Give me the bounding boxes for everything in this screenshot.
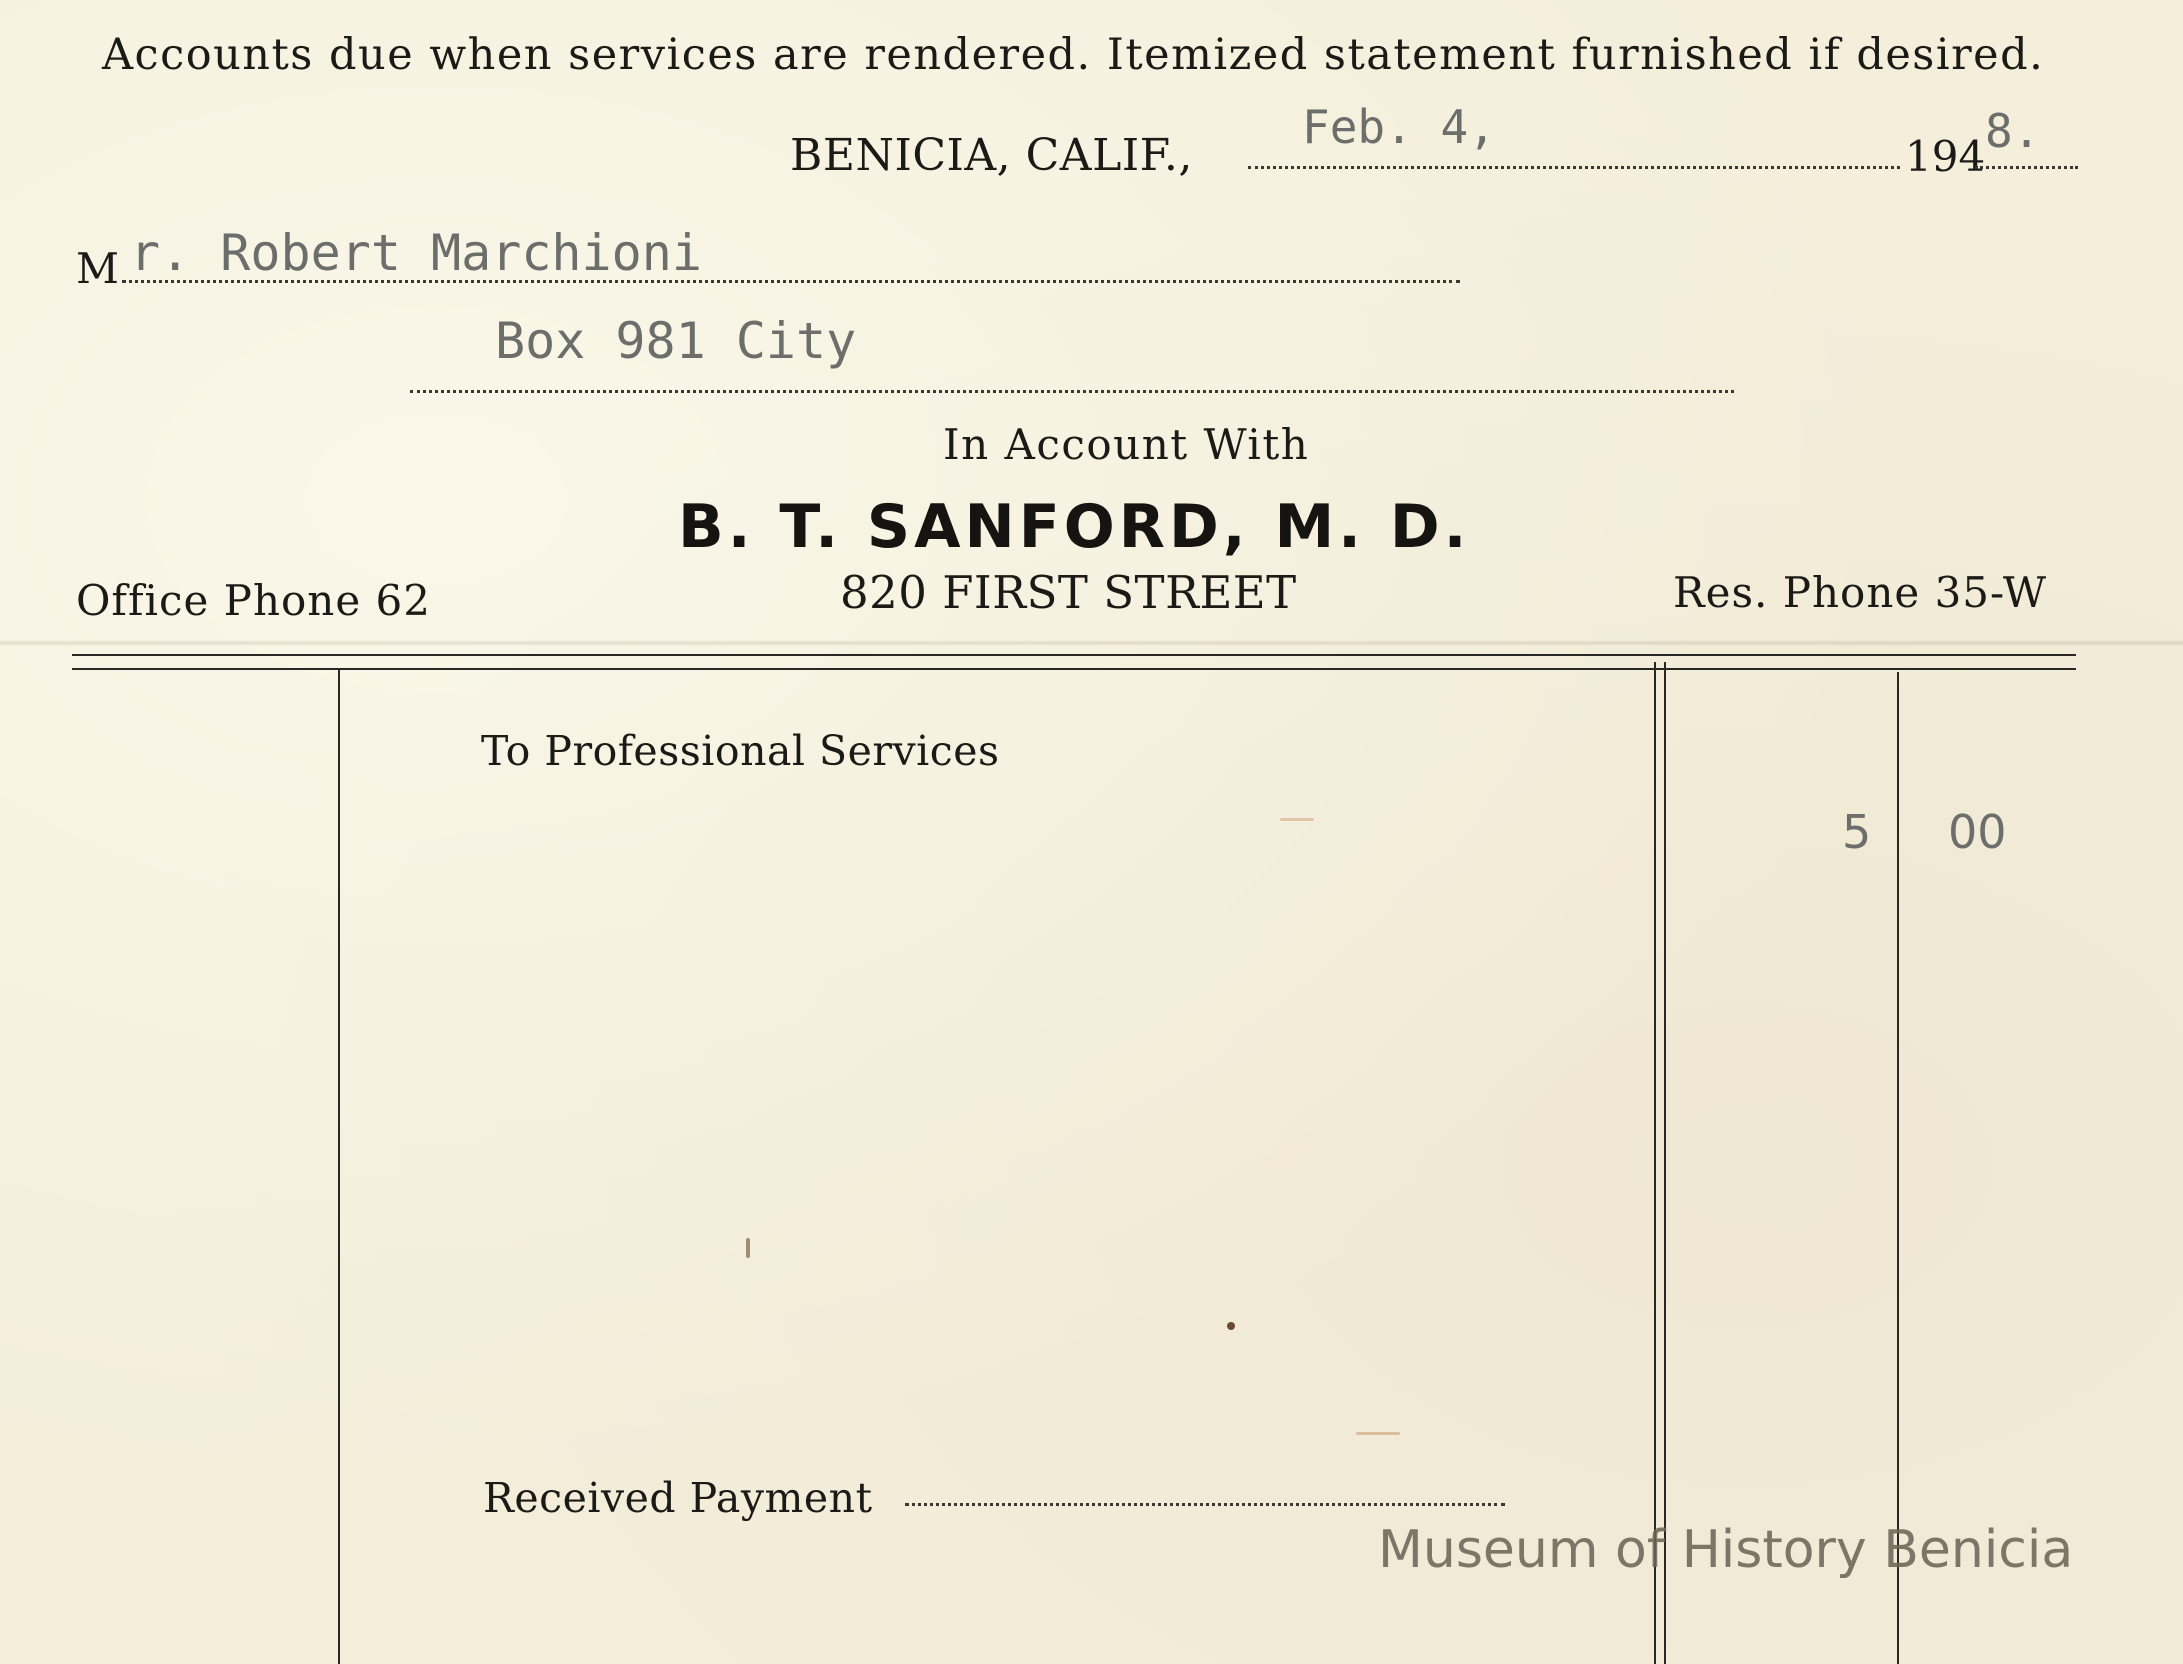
paper-fiber bbox=[1280, 818, 1314, 821]
amount-dollars: 5 bbox=[1842, 805, 1872, 859]
ledger-left-column-rule bbox=[338, 668, 340, 1664]
recipient-name: r. Robert Marchioni bbox=[130, 224, 702, 282]
paper-speck bbox=[746, 1238, 750, 1258]
place-label: BENICIA, CALIF., bbox=[790, 130, 1193, 181]
year-suffix: 8. bbox=[1985, 104, 2041, 158]
ledger-amount-rule-b bbox=[1664, 662, 1666, 1664]
paper-fold-crease bbox=[0, 640, 2183, 646]
museum-watermark: Museum of History Benicia bbox=[1378, 1520, 2074, 1580]
address-dotted-line bbox=[410, 390, 1734, 393]
office-phone: Office Phone 62 bbox=[76, 576, 431, 625]
payment-terms-notice: Accounts due when services are rendered. Itemized statement furnished if desired. bbox=[102, 30, 2045, 80]
received-payment-dotted-line bbox=[905, 1503, 1505, 1506]
residence-phone: Res. Phone 35-W bbox=[1673, 568, 2048, 617]
in-account-with-label: In Account With bbox=[943, 420, 1310, 469]
paper-speck bbox=[1227, 1322, 1235, 1330]
paper-fiber bbox=[1356, 1432, 1400, 1435]
doctor-name: B. T. SANFORD, M. D. bbox=[678, 492, 1471, 562]
street-address: 820 FIRST STREET bbox=[840, 566, 1297, 619]
year-prefix: 194 bbox=[1905, 132, 1986, 181]
recipient-address: Box 981 City bbox=[495, 312, 857, 370]
ledger-cents-rule bbox=[1897, 672, 1899, 1664]
received-payment-label: Received Payment bbox=[483, 1474, 873, 1522]
professional-services-label: To Professional Services bbox=[481, 727, 1000, 775]
amount-cents: 00 bbox=[1948, 805, 2007, 859]
year-dotted-line bbox=[1975, 166, 2078, 169]
recipient-prefix: M bbox=[76, 244, 120, 293]
date-dotted-line bbox=[1248, 166, 1900, 169]
ledger-top-rule bbox=[72, 654, 2076, 656]
invoice-date: Feb. 4, bbox=[1302, 100, 1496, 154]
ledger-amount-rule-a bbox=[1654, 662, 1656, 1664]
ledger-top-rule-second bbox=[72, 668, 2076, 670]
